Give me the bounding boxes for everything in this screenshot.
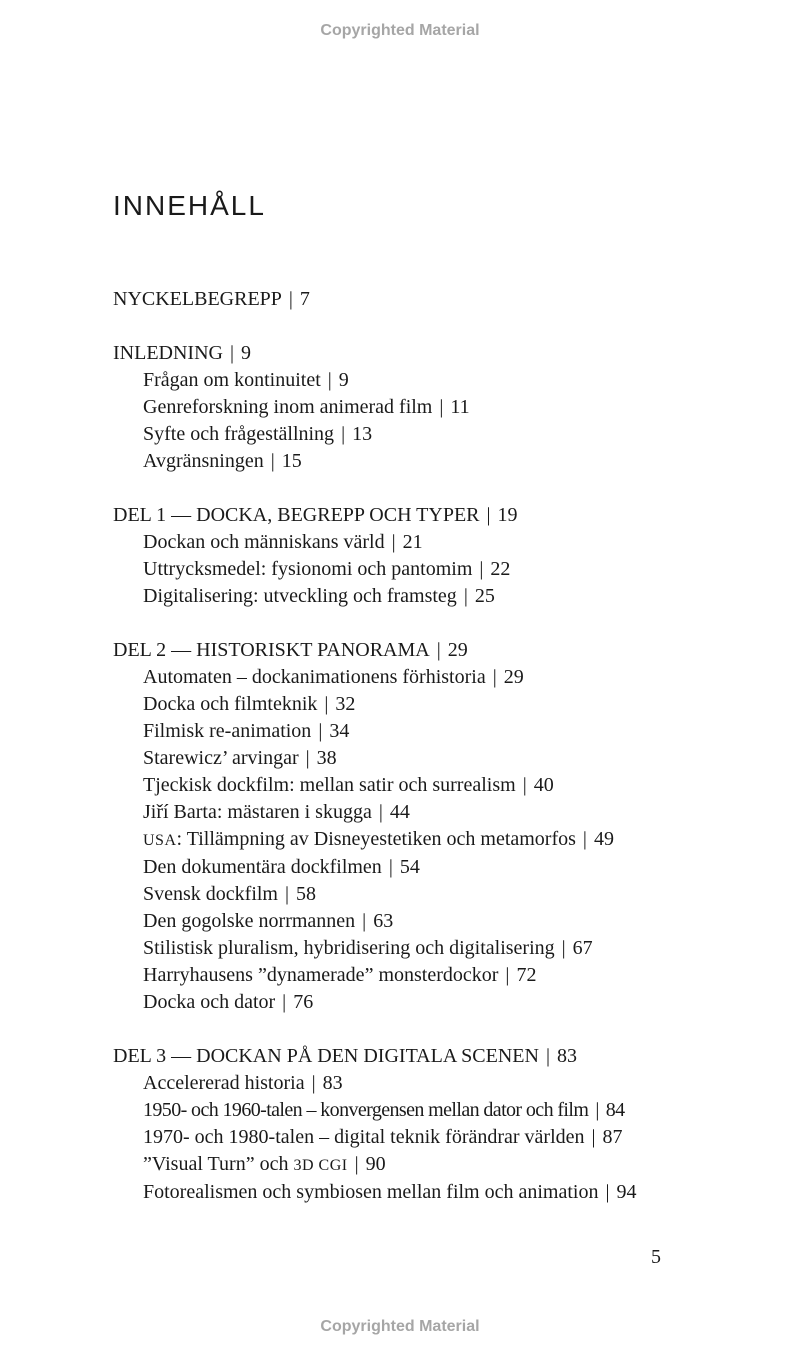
page-separator: | xyxy=(318,720,323,742)
entry-page-number: 25 xyxy=(474,585,495,607)
page-separator: | xyxy=(436,639,441,661)
entry-title: Starewicz’ arvingar xyxy=(143,747,299,769)
section-title: DEL 1 — DOCKA, BEGREPP OCH TYPER xyxy=(113,504,480,526)
page-separator: | xyxy=(591,1126,596,1148)
entry-page-number: 13 xyxy=(352,423,373,445)
toc-entry xyxy=(113,935,753,962)
toc-entry xyxy=(113,529,753,556)
section-page-number: 9 xyxy=(241,342,251,364)
entry-title: Docka och filmteknik xyxy=(143,693,318,715)
entry-page-number: 32 xyxy=(335,693,356,715)
entry-title: Uttrycksmedel: fysionomi och pantomim xyxy=(143,558,473,580)
entry-title: Svensk dockfilm xyxy=(143,883,278,905)
entry-page-number: 29 xyxy=(503,666,524,688)
toc-entry xyxy=(113,1124,753,1151)
entry-title: Den dokumentära dockfilmen xyxy=(143,856,382,878)
toc-section xyxy=(113,637,753,1016)
entry-page-number: 84 xyxy=(605,1099,625,1121)
page-separator: | xyxy=(595,1099,599,1121)
entry-title-smallcaps: USA xyxy=(143,832,177,849)
toc-entry xyxy=(113,421,753,448)
toc-section xyxy=(113,502,753,610)
toc-entry xyxy=(113,908,753,935)
section-page-number: 29 xyxy=(447,639,468,661)
entry-title: Automaten – dockanimationens förhistoria xyxy=(143,666,486,688)
toc-entry xyxy=(113,745,753,772)
page-separator: | xyxy=(561,937,566,959)
page-separator: | xyxy=(229,342,234,364)
entry-title: Digitalisering: utveckling och framsteg xyxy=(143,585,457,607)
page-separator: | xyxy=(463,585,468,607)
entry-page-number: 21 xyxy=(402,531,423,553)
page-separator: | xyxy=(605,1181,610,1203)
page-separator: | xyxy=(388,856,393,878)
toc-entry xyxy=(113,448,753,475)
toc-entry xyxy=(113,556,753,583)
entry-page-number: 63 xyxy=(373,910,394,932)
section-page-number: 19 xyxy=(497,504,518,526)
toc-heading: INNEHÅLL xyxy=(113,190,266,221)
toc-entry xyxy=(113,1151,753,1179)
entry-page-number: 44 xyxy=(389,801,410,823)
entry-page-number: 9 xyxy=(338,369,349,391)
entry-page-number: 49 xyxy=(593,828,614,850)
entry-title: Dockan och människans värld xyxy=(143,531,385,553)
page-separator: | xyxy=(341,423,346,445)
entry-page-number: 87 xyxy=(602,1126,623,1148)
page-separator: | xyxy=(327,369,332,391)
toc-entry xyxy=(113,989,753,1016)
page-separator: | xyxy=(582,828,587,850)
watermark-bottom: Copyrighted Material xyxy=(320,1318,480,1335)
toc-section-heading xyxy=(113,286,753,313)
entry-page-number: 83 xyxy=(322,1072,343,1094)
toc-entry xyxy=(113,1097,753,1124)
page-number: 5 xyxy=(651,1246,661,1268)
page-separator: | xyxy=(391,531,396,553)
toc-section-heading xyxy=(113,502,753,529)
entry-title: ”Visual Turn” och xyxy=(143,1153,294,1175)
toc-entry xyxy=(113,718,753,745)
entry-title: Stilistisk pluralism, hybridisering och digitalisering xyxy=(143,937,555,959)
watermark-top: Copyrighted Material xyxy=(320,22,480,39)
entry-title: Accelererad historia xyxy=(143,1072,305,1094)
entry-title: Docka och dator xyxy=(143,991,276,1013)
table-of-contents xyxy=(113,286,753,1233)
toc-entry xyxy=(113,962,753,989)
page-separator: | xyxy=(311,1072,316,1094)
toc-entry xyxy=(113,772,753,799)
entry-page-number: 11 xyxy=(450,396,470,418)
entry-page-number: 38 xyxy=(316,747,337,769)
entry-title: Tjeckisk dockfilm: mellan satir och surrealism xyxy=(143,774,516,796)
page-separator: | xyxy=(439,396,444,418)
toc-entry xyxy=(113,1179,753,1206)
section-title: DEL 2 — HISTORISKT PANORAMA xyxy=(113,639,430,661)
entry-title: Den gogolske norrmannen xyxy=(143,910,356,932)
page-separator: | xyxy=(479,558,484,580)
entry-page-number: 15 xyxy=(281,450,302,472)
toc-section-heading xyxy=(113,637,753,664)
toc-entry xyxy=(113,826,753,854)
page-separator: | xyxy=(288,288,293,310)
page-separator: | xyxy=(270,450,275,472)
page-separator: | xyxy=(324,693,329,715)
entry-page-number: 67 xyxy=(572,937,593,959)
entry-title: Filmisk re-animation xyxy=(143,720,312,742)
entry-page-number: 76 xyxy=(293,991,314,1013)
section-title: NYCKELBEGREPP xyxy=(113,288,282,310)
entry-title: 1950- och 1960-talen – konvergensen mellan dator och film xyxy=(143,1099,589,1121)
toc-section-heading xyxy=(113,1043,753,1070)
section-title: DEL 3 — DOCKAN PÅ DEN DIGITALA SCENEN xyxy=(113,1045,539,1067)
entry-page-number: 34 xyxy=(329,720,350,742)
entry-page-number: 54 xyxy=(399,856,420,878)
page-separator: | xyxy=(505,964,510,986)
toc-section xyxy=(113,1043,753,1206)
entry-page-number: 22 xyxy=(490,558,511,580)
toc-entry xyxy=(113,799,753,826)
entry-title-smallcaps: 3D CGI xyxy=(293,1157,348,1174)
entry-title: Harryhausens ”dynamerade” monsterdockor xyxy=(143,964,499,986)
page-separator: | xyxy=(305,747,310,769)
page-separator: | xyxy=(378,801,383,823)
page-separator: | xyxy=(285,883,290,905)
toc-entry xyxy=(113,881,753,908)
page-separator: | xyxy=(486,504,491,526)
toc-entry xyxy=(113,1070,753,1097)
entry-page-number: 72 xyxy=(516,964,537,986)
entry-title: Genreforskning inom animerad film xyxy=(143,396,433,418)
entry-page-number: 58 xyxy=(296,883,317,905)
toc-entry xyxy=(113,367,753,394)
entry-page-number: 40 xyxy=(533,774,554,796)
entry-title: : Tillämpning av Disneyestetiken och metamorfos xyxy=(176,828,576,850)
page-separator: | xyxy=(354,1153,359,1175)
entry-title: Frågan om kontinuitet xyxy=(143,369,321,391)
toc-entry xyxy=(113,583,753,610)
section-page-number: 83 xyxy=(556,1045,577,1067)
entry-title: Fotorealismen och symbiosen mellan film och animation xyxy=(143,1181,599,1203)
toc-entry xyxy=(113,664,753,691)
page-separator: | xyxy=(522,774,527,796)
entry-title: Avgränsningen xyxy=(143,450,264,472)
toc-section xyxy=(113,340,753,475)
entry-title: Syfte och frågeställning xyxy=(143,423,335,445)
entry-page-number: 90 xyxy=(365,1153,386,1175)
entry-title: 1970- och 1980-talen – digital teknik förändrar världen xyxy=(143,1126,585,1148)
page-separator: | xyxy=(362,910,367,932)
toc-entry xyxy=(113,394,753,421)
toc-entry xyxy=(113,691,753,718)
toc-section-heading xyxy=(113,340,753,367)
page-separator: | xyxy=(545,1045,550,1067)
section-page-number: 7 xyxy=(299,288,310,310)
entry-page-number: 94 xyxy=(616,1181,637,1203)
page-separator: | xyxy=(282,991,287,1013)
entry-title: Jiří Barta: mästaren i skugga xyxy=(143,801,372,823)
toc-section xyxy=(113,286,753,313)
page-separator: | xyxy=(492,666,497,688)
toc-entry xyxy=(113,854,753,881)
section-title: INLEDNING xyxy=(113,342,223,364)
